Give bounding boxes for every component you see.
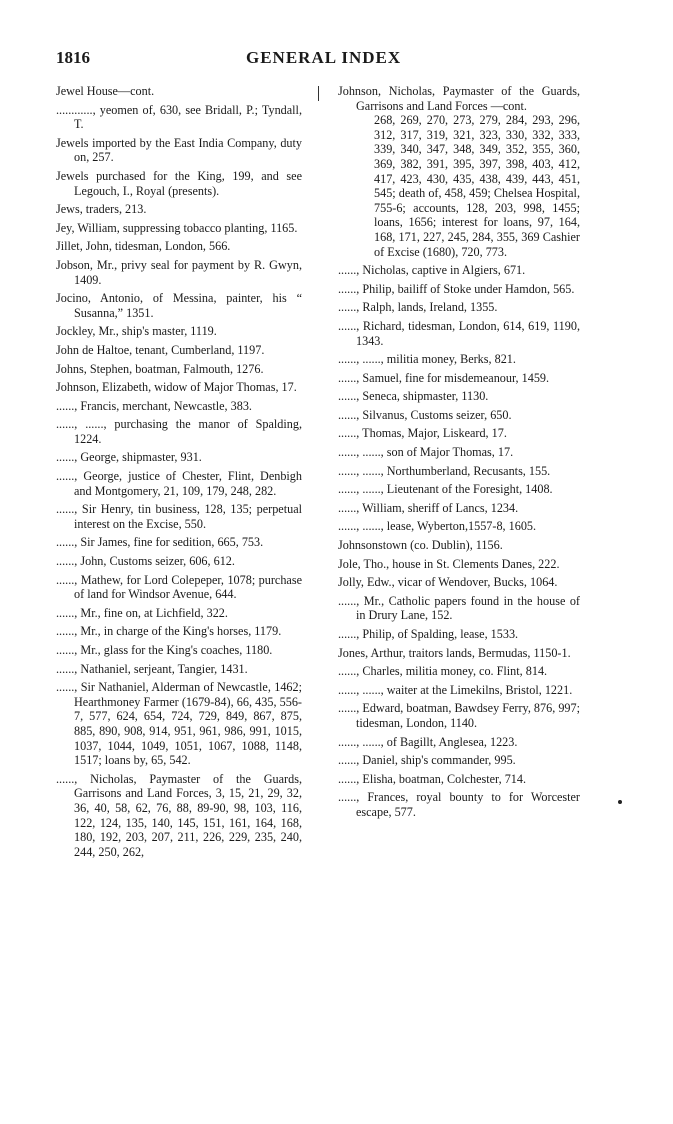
index-entry: Jole, Tho., house in St. Clements Danes, 222.: [338, 556, 560, 571]
index-entry: ......, Thomas, Major, Liskeard, 17.: [338, 426, 507, 441]
index-entry: ......, Nicholas, Paymaster of the Guards, Garrisons and Land Forces, 3, 15, 21, 29, 32, 36, 40, 58, 62, 76, 88, 89-90, 98, 103, 116, 122, 124, 135, 140, 145, 151, 161, 164, 168, 180, 192, 203, 207, 211, 226, 229, 235, 240, 244, 250, 262,: [56, 771, 302, 859]
ink-speck: [618, 800, 622, 804]
index-entry: ......, Mr., Catholic papers found in the house of in Drury Lane, 152.: [338, 593, 580, 623]
index-entry: ............, yeomen of, 630, see Bridall, P.; Tyndall, T.: [56, 102, 302, 132]
index-entry: ......, Mathew, for Lord Colepeper, 1078; purchase of land for Windsor Avenue, 644.: [56, 572, 302, 602]
index-entry-heading: Johnson, Nicholas, Paymaster of the Guards, Garrisons and Land Forces —cont.: [338, 84, 580, 113]
index-entry: ......, Philip, of Spalding, lease, 1533.: [338, 627, 519, 641]
index-entry: ......, Francis, merchant, Newcastle, 383.: [56, 398, 252, 413]
index-entry: ......, Charles, militia money, co. Flint, 814.: [338, 664, 548, 679]
index-entry: ......, ......, purchasing the manor of Spalding, 1224.: [56, 417, 302, 446]
index-entry: ......, Samuel, fine for misdemeanour, 1459.: [338, 370, 550, 385]
page-number: 1816: [56, 48, 90, 67]
index-entry: ......, George, justice of Chester, Flint, Denbigh and Montgomery, 21, 109, 179, 248, 282.: [56, 469, 302, 498]
index-entry: ......, ......, waiter at the Limekilns, Bristol, 1221.: [338, 682, 573, 697]
index-entry: ......, William, sheriff of Lancs, 1234.: [338, 500, 519, 515]
index-entry: ......, Sir James, fine for sedition, 665, 753.: [56, 535, 264, 550]
index-entry: Jolly, Edw., vicar of Wendover, Bucks, 1064.: [338, 575, 558, 590]
index-entry: ......, Frances, royal bounty to for Worcester escape, 577.: [338, 790, 580, 819]
left-column: [56, 84, 302, 863]
index-entry: Johnsonstown (co. Dublin), 1156.: [338, 538, 503, 553]
index-entry: ......, Nathaniel, serjeant, Tangier, 1431.: [56, 661, 248, 676]
index-entry: ......, Silvanus, Customs seizer, 650.: [338, 407, 512, 422]
index-entry: ......, Sir Nathaniel, Alderman of Newcastle, 1462; Hearthmoney Farmer (1679-84), 66, 435, 556-7, 577, 624, 654, 724, 729, 849, 867, 875, 885, 890, 908, 914, 951, 961, 986, 991, 1015, 1037, 1044, 1049, 1051, 1067, 1088, 1148, 1517; loans by, 65, 542.: [56, 680, 302, 768]
index-entry: ......, Mr., glass for the King's coaches, 1180.: [56, 643, 273, 657]
index-entry: Jews, traders, 213.: [56, 202, 147, 217]
index-entry: ......, Richard, tidesman, London, 614, 619, 1190, 1343.: [338, 318, 580, 348]
index-entry: ......, ......, Lieutenant of the Foresight, 1408.: [338, 482, 553, 497]
index-entry: Jobson, Mr., privy seal for payment by R. Gwyn, 1409.: [56, 257, 302, 287]
index-entry: ......, George, shipmaster, 931.: [56, 450, 202, 465]
index-entry: Jewel House—cont.: [56, 84, 155, 98]
index-entry: Jillet, John, tidesman, London, 566.: [56, 239, 231, 254]
index-entry: Johns, Stephen, boatman, Falmouth, 1276.: [56, 361, 264, 376]
index-entry: ......, Mr., fine on, at Lichfield, 322.: [56, 605, 228, 620]
page-header: [56, 48, 586, 70]
index-entry: ......, Seneca, shipmaster, 1130.: [338, 389, 489, 404]
index-entry-continuation: 268, 269, 270, 273, 279, 284, 293, 296, 312, 317, 319, 321, 323, 330, 332, 333, 339, 340, 347, 348, 349, 352, 355, 360, 369, 382, 391, 395, 397, 398, 403, 412, 417, 423, 430, 435, 438, 439, 443, 451, 545; death of, 458, 459; Chelsea Hospital, 755-6; accounts, 128, 203, 998, 1455; loans, 1656; interest for loans, 97, 164, 168, 171, 227, 245, 284, 355, 369 Cashier of Excise (1680), 720, 773.: [374, 113, 580, 259]
index-entry: Jones, Arthur, traitors lands, Bermudas, 1150-1.: [338, 645, 571, 660]
column-divider: [318, 86, 319, 101]
index-entry: Johnson, Elizabeth, widow of Major Thomas, 17.: [56, 380, 297, 395]
index-entry: ......, Sir Henry, tin business, 128, 135; perpetual interest on the Excise, 550.: [56, 502, 302, 531]
index-entry: ......, Elisha, boatman, Colchester, 714.: [338, 771, 527, 786]
index-entry: ......, Mr., in charge of the King's horses, 1179.: [56, 624, 282, 639]
page-title: GENERAL INDEX: [246, 48, 402, 67]
index-entry: ......, John, Customs seizer, 606, 612.: [56, 554, 235, 569]
index-entry: Jewels imported by the East India Company, duty on, 257.: [56, 135, 302, 165]
index-entry: Jockley, Mr., ship's master, 1119.: [56, 324, 217, 339]
index-entry: ......, ......, son of Major Thomas, 17.: [338, 445, 514, 460]
index-entry: ......, ......, lease, Wyberton,1557-8, 1605.: [338, 519, 537, 534]
index-entry: ......, Edward, boatman, Bawdsey Ferry, 876, 997; tidesman, London, 1140.: [338, 701, 580, 730]
index-entry: ......, ......, Northumberland, Recusants, 155.: [338, 463, 551, 478]
index-entry: Jocino, Antonio, of Messina, painter, his “ Susanna,” 1351.: [56, 291, 302, 320]
index-entry: ......, ......, militia money, Berks, 821.: [338, 352, 516, 367]
index-entry: ......, Ralph, lands, Ireland, 1355.: [338, 300, 498, 315]
index-entry: ......, Nicholas, captive in Algiers, 671.: [338, 263, 526, 278]
index-entry: ......, Philip, bailiff of Stoke under Hamdon, 565.: [338, 281, 575, 296]
index-entry: John de Haltoe, tenant, Cumberland, 1197.: [56, 342, 265, 357]
index-entry: ......, ......, of Bagillt, Anglesea, 1223.: [338, 734, 518, 749]
index-entry: Jewels purchased for the King, 199, and see Legouch, I., Royal (presents).: [56, 168, 302, 198]
index-entry: Jey, William, suppressing tobacco planting, 1165.: [56, 220, 298, 235]
right-column: [338, 84, 580, 824]
index-entry: ......, Daniel, ship's commander, 995.: [338, 753, 516, 768]
